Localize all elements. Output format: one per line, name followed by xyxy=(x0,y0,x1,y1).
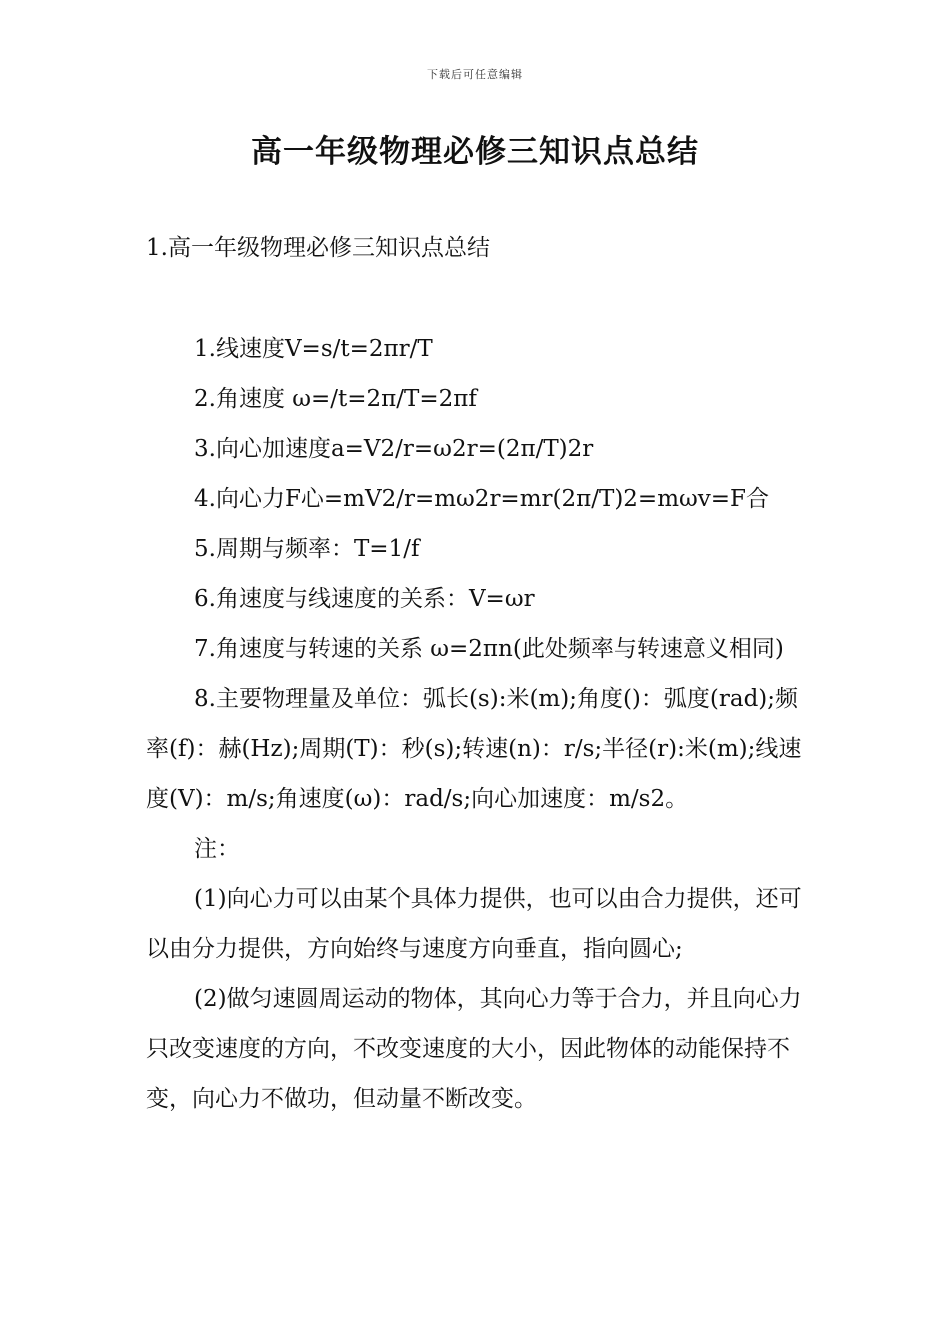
section-heading: 1.高一年级物理必修三知识点总结 xyxy=(146,235,490,261)
note-label: 注： xyxy=(194,836,240,862)
formula-linear-velocity: 1.线速度V=s/t=2πr/T xyxy=(194,336,433,362)
formula-angular-velocity: 2.角速度 ω=/t=2π/T=2πf xyxy=(194,386,477,412)
note-1: (1)向心力可以由某个具体力提供，也可以由合力提供，还可以由分力提供，方向始终与速度方向垂直，指向圆心; xyxy=(146,886,802,962)
formula-centripetal-acceleration: 3.向心加速度a=V2/r=ω2r=(2π/T)2r xyxy=(194,436,594,462)
formula-period-frequency: 5.周期与频率：T=1/f xyxy=(194,536,420,562)
formula-angular-speed-relation: 7.角速度与转速的关系 ω=2πn(此处频率与转速意义相同) xyxy=(194,636,784,662)
header-note: 下载后可任意编辑 xyxy=(427,68,523,81)
formula-angular-linear-relation: 6.角速度与线速度的关系：V=ωr xyxy=(194,586,535,612)
document-body xyxy=(146,324,810,1124)
note-2: (2)做匀速圆周运动的物体，其向心力等于合力，并且向心力只改变速度的方向，不改变速度的大小，因此物体的动能保持不变，向心力不做功，但动量不断改变。 xyxy=(146,986,802,1112)
document-title: 高一年级物理必修三知识点总结 xyxy=(251,134,699,170)
formula-centripetal-force: 4.向心力F心=mV2/r=mω2r=mr(2π/T)2=mωv=F合 xyxy=(194,486,769,512)
units-paragraph: 8.主要物理量及单位：弧长(s):米(m);角度()：弧度(rad);频率(f)：赫(Hz);周期(T)：秒(s);转速(n)：r/s;半径(r):米(m);线速度(V)：m/s;角速度(ω)：rad/s;向心加速度：m/s2。 xyxy=(146,686,802,812)
